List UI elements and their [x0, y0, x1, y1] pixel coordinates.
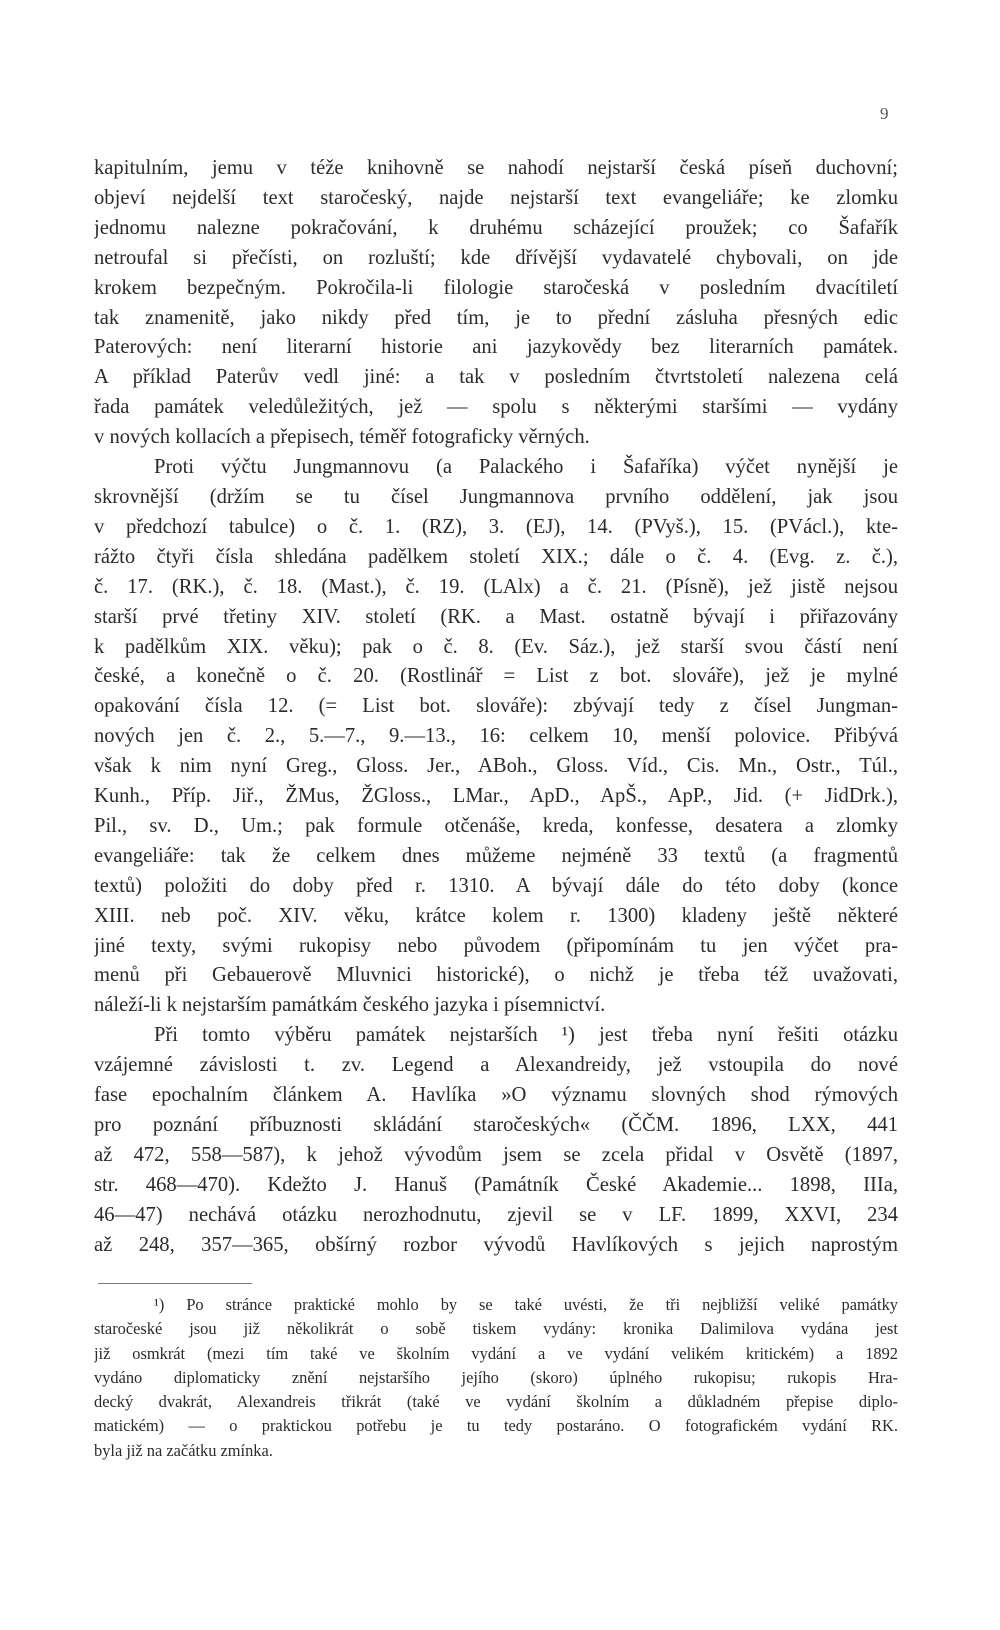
text-line: české, a konečně o č. 20. (Rostlinář = List z bot. slováře), jež je mylné — [94, 665, 898, 688]
text-line: jednomu nalezne pokračování, k druhému scházející proužek; co Šafařík — [94, 216, 898, 239]
text-line: Proti výčtu Jungmannovu (a Palackého i Šafaříka) výčet nynější je — [154, 456, 898, 479]
text-line: 46—47) nechává otázku nerozhodnutu, zjevil se v LF. 1899, XXVI, 234 — [94, 1203, 898, 1226]
text-line: Při tomto výběru památek nejstarších ¹) jest třeba nyní řešiti otázku — [154, 1024, 898, 1047]
text-line: A příklad Paterův vedl jiné: a tak v posledním čtvrtstoletí nalezena celá — [94, 366, 898, 389]
text-line: však k nim nyní Greg., Gloss. Jer., ABoh., Gloss. Víd., Cis. Mn., Ostr., Túl., — [94, 755, 898, 778]
text-line: opakování čísla 12. (= List bot. slováře): zbývají tedy z čísel Jungman- — [94, 695, 898, 718]
footnote-line: matickém) — o praktickou potřebu je tu tedy postaráno. O fotografickém vydání RK. — [94, 1416, 898, 1436]
text-line: vzájemné závislosti t. zv. Legend a Alexandreidy, jež vstoupila do nové — [94, 1054, 898, 1077]
footnote-line: již osmkrát (mezi tím také ve školním vydání a ve vydání velikém kritickém) a 1892 — [94, 1343, 898, 1363]
text-line: nových jen č. 2., 5.—7., 9.—13., 16: celkem 10, menší polovice. Přibývá — [94, 725, 898, 748]
text-line: str. 468—470). Kdežto J. Hanuš (Památník České Akademie... 1898, IIIa, — [94, 1173, 898, 1196]
text-line: jiné texty, svými rukopisy nebo původem (připomínám tu jen výčet pra- — [94, 934, 898, 957]
text-line: pro poznání příbuznosti skládání staročeských« (ČČM. 1896, LXX, 441 — [94, 1114, 898, 1136]
footnote-line: byla již na začátku zmínka. — [94, 1440, 273, 1460]
text-line: krokem bezpečným. Pokročila-li filologie staročeská v posledním dvacítiletí — [94, 276, 898, 299]
text-line: řada památek veledůležitých, jež — spolu s některými staršími — vydány — [94, 396, 898, 419]
text-line: textů) položiti do doby před r. 1310. A bývají dále do této doby (konce — [94, 874, 898, 897]
main-text — [94, 154, 898, 1261]
page-number: 9 — [880, 104, 889, 123]
text-line: XIII. neb poč. XIV. věku, krátce kolem r. 1300) kladeny ještě některé — [94, 904, 898, 927]
text-line: kapitulním, jemu v téže knihovně se nahodí nejstarší česká píseň duchovní; — [94, 157, 898, 179]
text-line: netroufal si přečísti, on rozluští; kde dřívější vydavatelé chybovali, on jde — [94, 246, 898, 269]
text-line: č. 17. (RK.), č. 18. (Mast.), č. 19. (LAlx) a č. 21. (Písně), jež jistě nejsou — [94, 575, 898, 598]
footnote-divider — [98, 1283, 252, 1284]
text-line: až 472, 558—587), k jehož vývodům jsem se zcela přidal v Osvětě (1897, — [94, 1143, 898, 1166]
footnote-line: ¹) Po stránce praktické mohlo by se také uvésti, že tři nejbližší veliké památky — [154, 1295, 898, 1314]
footnote-line: vydáno diplomaticky znění nejstaršího jejího (skoro) úplného rukopisu; rukopis Hra- — [94, 1367, 898, 1387]
text-line: Pil., sv. D., Um.; pak formule otčenáše, kreda, konfesse, desatera a zlomky — [94, 814, 898, 837]
text-line: fase epochalním článkem A. Havlíka »O významu slovných shod rýmových — [94, 1084, 898, 1107]
footnote-line: decký dvakrát, Alexandreis třikrát (také ve vydání školním a důkladném přepise diplo- — [94, 1392, 898, 1412]
text-line: rážto čtyři čísla shledána padělkem století XIX.; dále o č. 4. (Evg. z. č.), — [94, 545, 898, 568]
footnote-line: staročeské jsou již několikrát o sobě tiskem vydány: kronika Dalimilova vydána jest — [94, 1319, 898, 1339]
text-line: menů při Gebauerově Mluvnici historické), o nichž je třeba též uvažovati, — [94, 964, 898, 987]
text-line: tak znamenitě, jako nikdy před tím, je to přední zásluha přesných edic — [94, 306, 898, 329]
text-line: objeví nejdelší text staročeský, najde nejstarší text evangeliáře; ke zlomku — [94, 186, 898, 209]
text-line: skrovnější (držím se tu čísel Jungmannova prvního oddělení, jak jsou — [94, 485, 898, 508]
footnote — [94, 1293, 898, 1463]
text-line: starší prvé třetiny XIV. století (RK. a Mast. ostatně bývají i přiřazovány — [94, 605, 898, 628]
text-line: Kunh., Příp. Jiř., ŽMus, ŽGloss., LMar., ApD., ApŠ., ApP., Jid. (+ JidDrk.), — [94, 785, 898, 808]
text-line: v nových kollacích a přepisech, téměř fotograficky věrných. — [94, 426, 590, 449]
text-line: v předchozí tabulce) o č. 1. (RZ), 3. (EJ), 14. (PVyš.), 15. (PVácl.), kte- — [94, 515, 898, 538]
text-line: evangeliáře: tak že celkem dnes můžeme nejméně 33 textů (a fragmentů — [94, 844, 898, 867]
text-line: Paterových: není literarní historie ani jazykovědy bez literarních památek. — [94, 336, 898, 359]
text-line: k padělkům XIX. věku); pak o č. 8. (Ev. Sáz.), jež starší svou částí není — [94, 635, 898, 658]
text-line: náleží-li k nejstarším památkám českého jazyka i písemnictví. — [94, 994, 606, 1017]
text-line: až 248, 357—365, obšírný rozbor vývodů Havlíkových s jejich naprostým — [94, 1233, 898, 1256]
